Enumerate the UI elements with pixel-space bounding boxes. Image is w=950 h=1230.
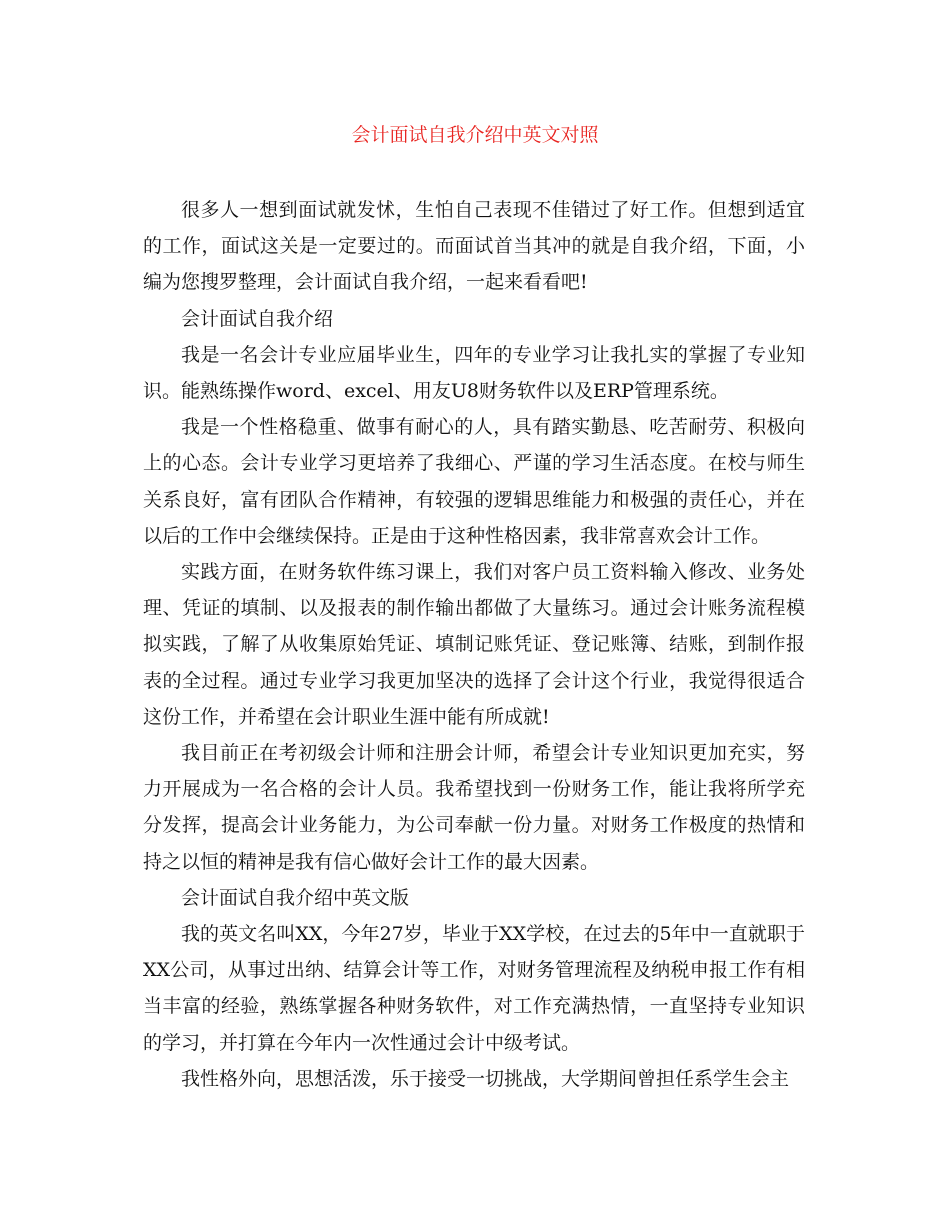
- section-heading-bilingual: 会计面试自我介绍中英文版: [181, 886, 410, 909]
- paragraph-graduate: 我是一名会计专业应届毕业生，四年的专业学习让我扎实的掌握了专业知识。能熟练操作word、excel、用友U8财务软件以及ERP管理系统。: [143, 343, 805, 403]
- document-body: [143, 192, 805, 1097]
- section-heading-self-intro: 会计面试自我介绍: [181, 307, 334, 330]
- document-title: 会计面试自我介绍中英文对照: [351, 124, 599, 146]
- paragraph-intro: 很多人一想到面试就发怵，生怕自己表现不佳错过了好工作。但想到适宜的工作，面试这关是一定要过的。而面试首当其冲的就是自我介绍，下面，小编为您搜罗整理，会计面试自我介绍，一起来看看吧!: [143, 199, 805, 294]
- paragraph-english-name: 我的英文名叫XX，今年27岁，毕业于XX学校，在过去的5年中一直就职于XX公司，从事过出纳、结算会计等工作，对财务管理流程及纳税申报工作有相当丰富的经验，熟练掌握各种财务软件，对工作充满热情，一直坚持专业知识的学习，并打算在今年内一次性通过会计中级考试。: [143, 923, 805, 1054]
- paragraph-personality: 我是一个性格稳重、做事有耐心的人，具有踏实勤恳、吃苦耐劳、积极向上的心态。会计专业学习更培养了我细心、严谨的学习生活态度。在校与师生关系良好，富有团队合作精神，有较强的逻辑思维能力和极强的责任心，并在以后的工作中会继续保持。正是由于这种性格因素，我非常喜欢会计工作。: [143, 416, 805, 547]
- paragraph-goals: 我目前正在考初级会计师和注册会计师，希望会计专业知识更加充实，努力开展成为一名合格的会计人员。我希望找到一份财务工作，能让我将所学充分发挥，提高会计业务能力，为公司奉献一份力量。对财务工作极度的热情和持之以恒的精神是我有信心做好会计工作的最大因素。: [143, 742, 805, 873]
- paragraph-practice: 实践方面，在财务软件练习课上，我们对客户员工资料输入修改、业务处理、凭证的填制、以及报表的制作输出都做了大量练习。通过会计账务流程模拟实践，了解了从收集原始凭证、填制记账凭证、登记账簿、结账，到制作报表的全过程。通过专业学习我更加坚决的选择了会计这个行业，我觉得很适合这份工作，并希望在会计职业生涯中能有所成就!: [143, 561, 805, 728]
- paragraph-character: 我性格外向，思想活泼，乐于接受一切挑战，大学期间曾担任系学生会主: [181, 1067, 790, 1090]
